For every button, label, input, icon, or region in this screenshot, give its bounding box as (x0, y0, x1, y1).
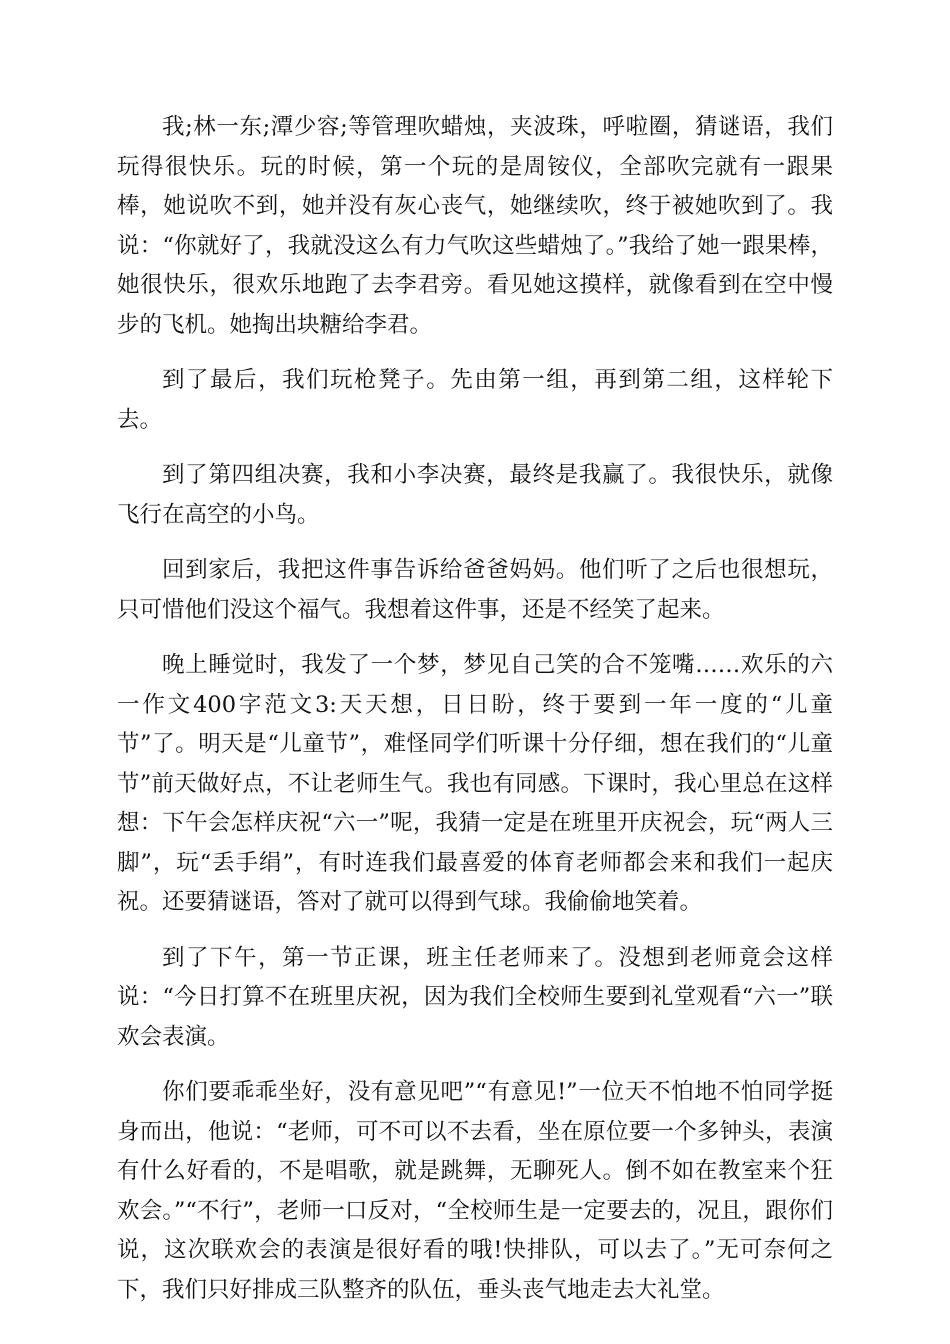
paragraph-4: 回到家后，我把这件事告诉给爸爸妈妈。他们听了之后也很想玩，只可惜他们没这个福气。我想着这件事，还是不经笑了起来。 (117, 557, 833, 623)
paragraph-2: 到了最后，我们玩枪凳子。先由第一组，再到第二组，这样轮下去。 (117, 367, 833, 433)
paragraph-1: 我;林一东;潭少容;等管理吹蜡烛，夹波珠，呼啦圈，猜谜语，我们玩得很快乐。玩的时候，第一个玩的是周铵仪，全部吹完就有一跟果棒，她说吹不到，她并没有灰心丧气，她继续吹，终于被她吹到了。我说：“你就好了，我就没这么有力气吹这些蜡烛了。”我给了她一跟果棒，她很快乐，很欢乐地跑了去李君旁。看见她这摸样，就像看到在空中慢步的飞机。她掏出块糖给李君。 (117, 114, 833, 338)
paragraph-5: 晚上睡觉时，我发了一个梦，梦见自己笑的合不笼嘴……欢乐的六一作文400字范文3:天天想，日日盼，终于要到一年一度的“儿童节”了。明天是“儿童节”，难怪同学们听课十分仔细，想在我们的“儿童节”前天做好点，不让老师生气。我也有同感。下课时，我心里总在这样想：下午会怎样庆祝“六一”呢，我猜一定是在班里开庆祝会，玩“两人三脚”，玩“丢手绢”，有时连我们最喜爱的体育老师都会来和我们一起庆祝。还要猜谜语，答对了就可以得到气球。我偷偷地笑着。 (117, 652, 833, 915)
document-body (117, 108, 833, 1326)
paragraph-7: 你们要乖乖坐好，没有意见吧”“有意见!”一位天不怕地不怕同学挺身而出，他说：“老师，可不可以不去看，坐在原位要一个多钟头，表演有什么好看的，不是唱歌，就是跳舞，无聊死人。倒不如在教室来个狂欢会。”“不行”，老师一口反对，“全校师生是一定要去的，况且，跟你们说，这次联欢会的表演是很好看的哦!快排队，可以去了。”无可奈何之下，我们只好排成三队整齐的队伍，垂头丧气地走去大礼堂。 (117, 1079, 833, 1303)
paragraph-6: 到了下午，第一节正课，班主任老师来了。没想到老师竟会这样说：“今日打算不在班里庆祝，因为我们全校师生要到礼堂观看“六一”联欢会表演。 (117, 944, 833, 1050)
paragraph-3: 到了第四组决赛，我和小李决赛，最终是我赢了。我很快乐，就像飞行在高空的小鸟。 (117, 462, 833, 528)
